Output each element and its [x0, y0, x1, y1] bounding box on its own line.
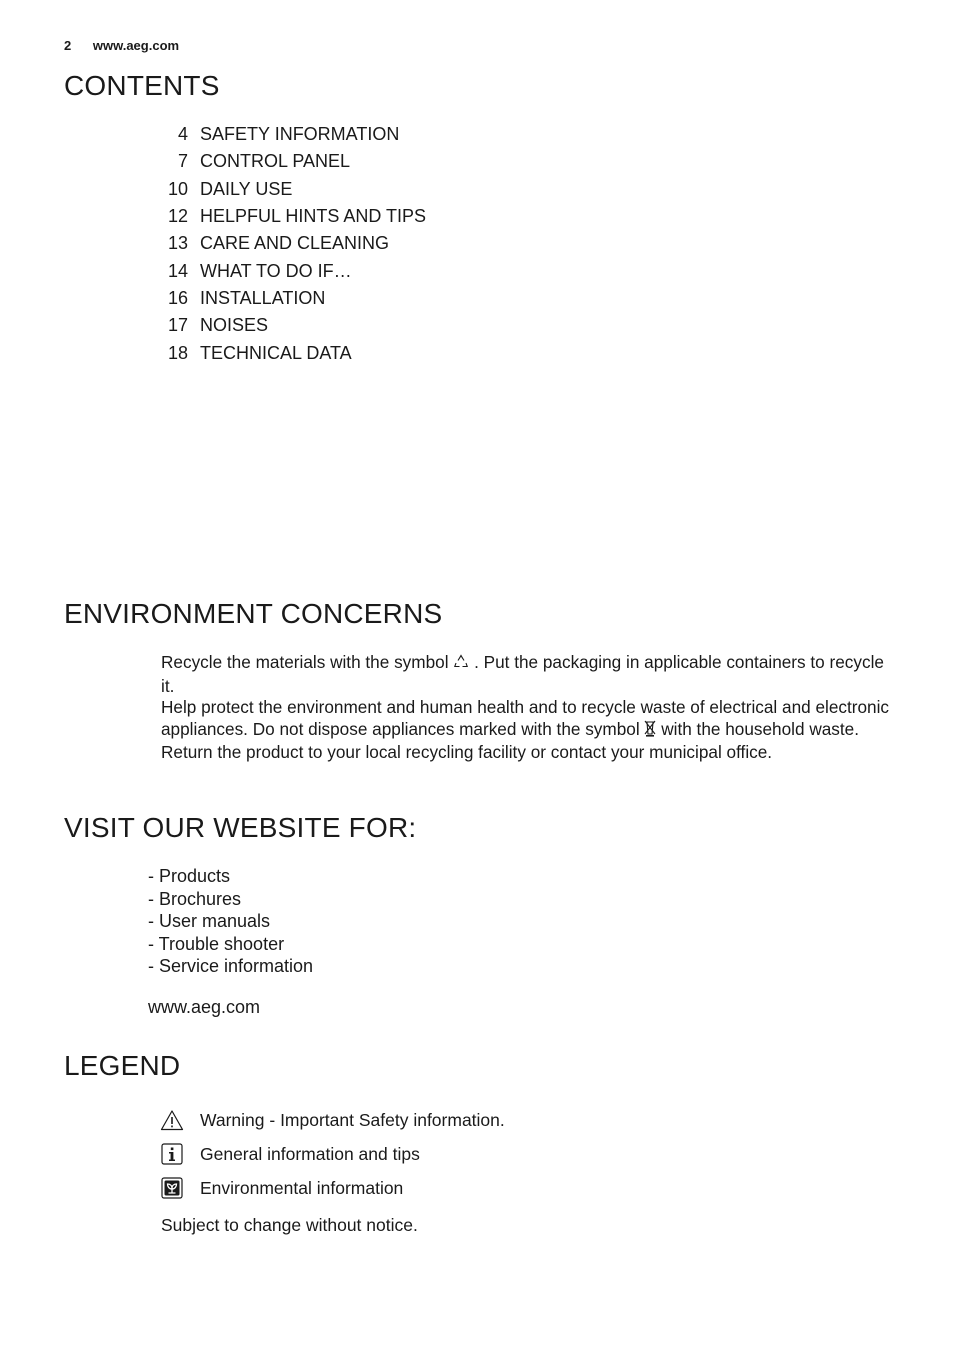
toc-label: SAFETY INFORMATION: [200, 124, 400, 145]
toc-label: INSTALLATION: [200, 287, 326, 308]
toc-label: NOISES: [200, 315, 269, 336]
legend-label: Environmental information: [200, 1177, 404, 1198]
contents-title: CONTENTS: [64, 70, 220, 101]
toc-page: 13: [167, 233, 188, 254]
warning-icon: [160, 1108, 184, 1132]
toc-item[interactable]: [150, 121, 426, 148]
toc-item[interactable]: [150, 148, 426, 175]
toc-label: CARE AND CLEANING: [200, 233, 390, 254]
environment-paragraph-recycle: [161, 652, 891, 697]
toc-label: DAILY USE: [200, 178, 293, 199]
text-fragment: Help protect the environment and human health and to recycle waste of electrical and electronic appliances. Do not dispose appliances marked with the symbol: [161, 697, 890, 739]
toc-item[interactable]: [150, 257, 426, 284]
toc-page: 17: [167, 315, 188, 336]
legend-item: [160, 1171, 505, 1205]
legend-label: General information and tips: [200, 1143, 420, 1164]
text-fragment: . Put the packaging in applicable containers to recycle it.: [161, 652, 884, 696]
text-fragment: with the household waste. Return the product to your local recycling facility or contact your municipal office.: [161, 718, 859, 762]
toc-item[interactable]: [150, 312, 426, 339]
header-site-link[interactable]: www.aeg.com: [92, 38, 180, 53]
website-item: - Products: [148, 866, 231, 886]
page-header: [64, 38, 179, 53]
legend-list: [160, 1103, 505, 1205]
text-fragment: Recycle the materials with the symbol: [161, 652, 454, 672]
website-list: [148, 865, 313, 978]
toc-label: CONTROL PANEL: [200, 151, 351, 172]
toc-item[interactable]: [150, 339, 426, 366]
crossed-bin-icon: [644, 720, 656, 743]
legend-item: [160, 1103, 505, 1137]
website-url[interactable]: www.aeg.com: [148, 997, 261, 1017]
toc-label: WHAT TO DO IF…: [200, 260, 352, 281]
toc-page: 10: [167, 178, 188, 199]
website-item: - User manuals: [148, 911, 271, 932]
toc-page: 7: [177, 151, 188, 172]
legend-title: LEGEND: [64, 1050, 181, 1081]
website-item: - Service information: [148, 956, 314, 977]
toc-item[interactable]: [150, 230, 426, 257]
contents-list: [150, 121, 426, 367]
recycle-icon: [453, 654, 469, 676]
legend-item: [160, 1137, 505, 1171]
environment-title: ENVIRONMENT CONCERNS: [64, 598, 443, 629]
toc-item[interactable]: [150, 176, 426, 203]
toc-page: 18: [167, 342, 188, 363]
website-title: VISIT OUR WEBSITE FOR:: [64, 812, 417, 843]
toc-page: 16: [167, 287, 188, 308]
toc-label: HELPFUL HINTS AND TIPS: [200, 206, 427, 227]
change-notice: Subject to change without notice.: [161, 1215, 418, 1235]
toc-item[interactable]: [150, 203, 426, 230]
toc-page: 4: [177, 124, 188, 145]
website-item: - Trouble shooter: [148, 933, 285, 954]
toc-item[interactable]: [150, 285, 426, 312]
info-icon: [160, 1142, 184, 1166]
environment-paragraph-weee: [161, 697, 891, 764]
legend-label: Warning - Important Safety information.: [200, 1109, 505, 1130]
toc-label: TECHNICAL DATA: [200, 342, 352, 363]
environment-text: [161, 652, 891, 764]
page-number: 2: [64, 38, 72, 53]
website-item: - Brochures: [148, 888, 242, 909]
toc-page: 12: [167, 206, 188, 227]
environment-icon: [160, 1176, 184, 1200]
toc-page: 14: [167, 260, 188, 281]
